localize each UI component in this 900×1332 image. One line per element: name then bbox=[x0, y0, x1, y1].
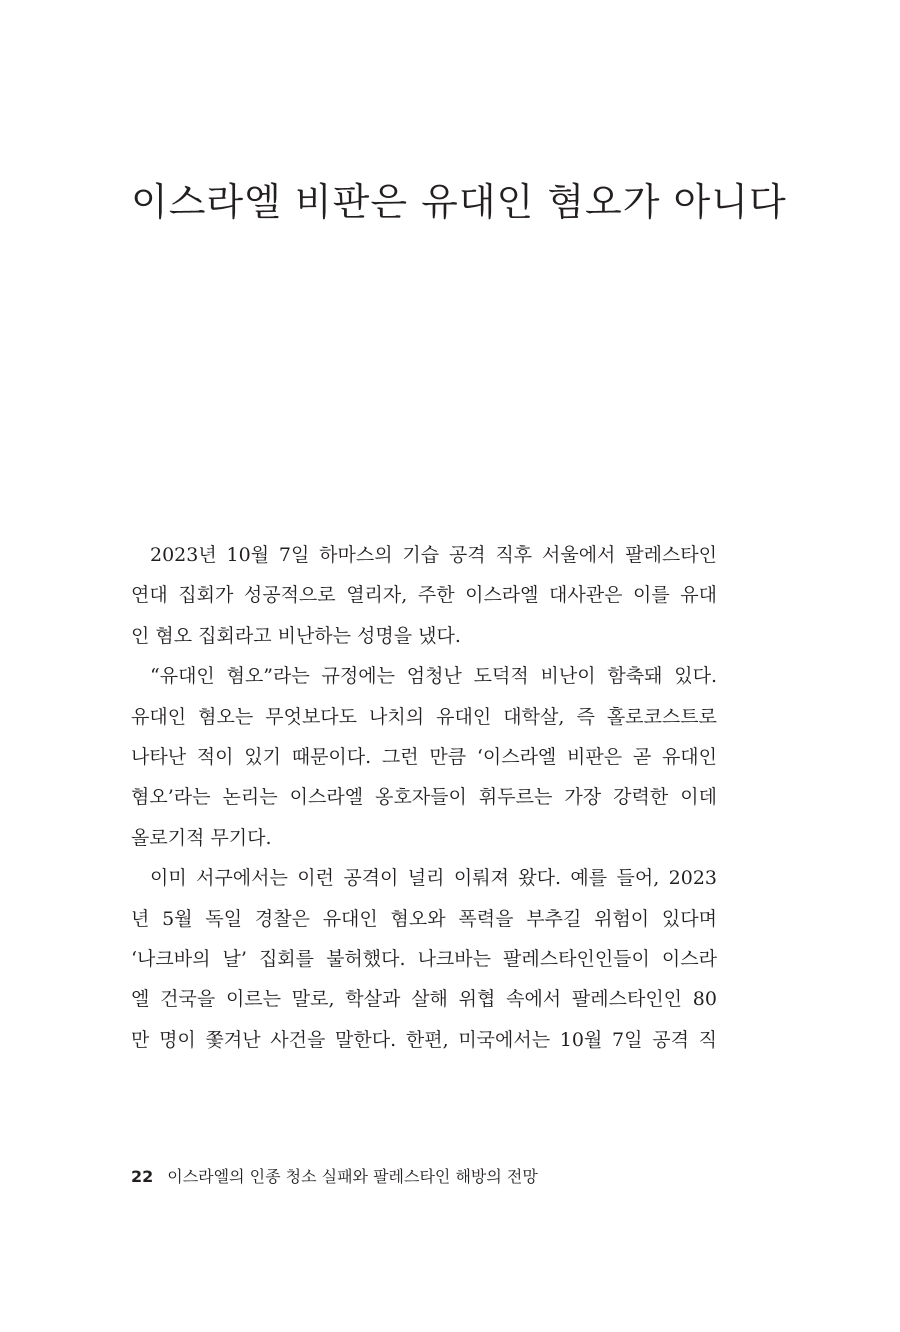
paragraph-3-line-1: 이미 서구에서는 이런 공격이 널리 이뤄져 왔다. 예를 들어, 2023 bbox=[150, 867, 717, 890]
paragraph-2-line-4: 혐오’라는 논리는 이스라엘 옹호자들이 휘두르는 가장 강력한 이데 bbox=[131, 786, 717, 809]
chapter-title: 이스라엘 비판은 유대인 혐오가 아니다 bbox=[131, 180, 787, 224]
paragraph-1-line-1: 2023년 10월 7일 하마스의 기습 공격 직후 서울에서 팔레스타인 bbox=[150, 544, 717, 566]
paragraph-2-line-5: 올로기적 무기다. bbox=[131, 826, 272, 849]
page-footer bbox=[131, 1165, 538, 1189]
paragraph-2-line-2: 유대인 혐오는 무엇보다도 나치의 유대인 대학살, 즉 홀로코스트로 bbox=[131, 705, 717, 728]
paragraph-2-line-3: 나타난 적이 있기 때문이다. 그런 만큼 ‘이스라엘 비판은 곧 유대인 bbox=[131, 745, 717, 768]
paragraph-1-line-2: 연대 집회가 성공적으로 열리자, 주한 이스라엘 대사관은 이를 유대 bbox=[131, 584, 717, 607]
paragraph-1-line-3: 인 혐오 집회라고 비난하는 성명을 냈다. bbox=[131, 624, 461, 647]
paragraph-2-line-1: “유대인 혐오”라는 규정에는 엄청난 도덕적 비난이 함축돼 있다. bbox=[150, 665, 717, 688]
page-number: 22 bbox=[131, 1167, 154, 1186]
paragraph-3-line-5: 만 명이 쫓겨난 사건을 말한다. 한편, 미국에서는 10월 7일 공격 직 bbox=[131, 1028, 717, 1051]
paragraph-3-line-4: 엘 건국을 이르는 말로, 학살과 살해 위협 속에서 팔레스타인인 80 bbox=[131, 988, 717, 1011]
body-text bbox=[131, 535, 717, 1060]
paragraph-3-line-2: 년 5월 독일 경찰은 유대인 혐오와 폭력을 부추길 위험이 있다며 bbox=[131, 907, 717, 930]
running-title: 이스라엘의 인종 청소 실패와 팔레스타인 해방의 전망 bbox=[167, 1167, 538, 1186]
paragraph-3-line-3: ‘나크바의 날’ 집회를 불허했다. 나크바는 팔레스타인인들이 이스라 bbox=[131, 947, 717, 970]
